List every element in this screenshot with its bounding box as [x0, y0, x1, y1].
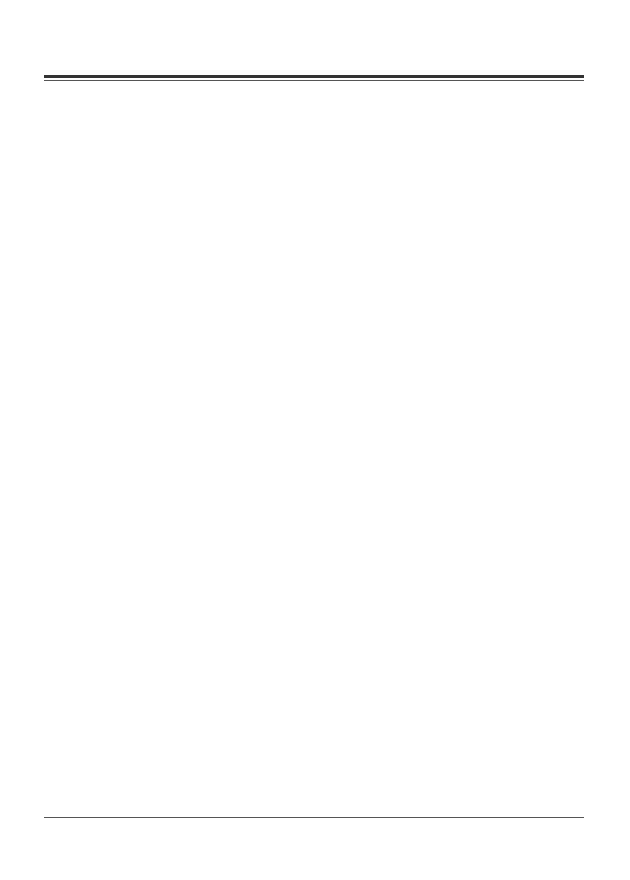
bottom-rule: [44, 817, 584, 818]
top-rule-thick: [44, 75, 584, 78]
top-rule-thin: [44, 80, 584, 81]
